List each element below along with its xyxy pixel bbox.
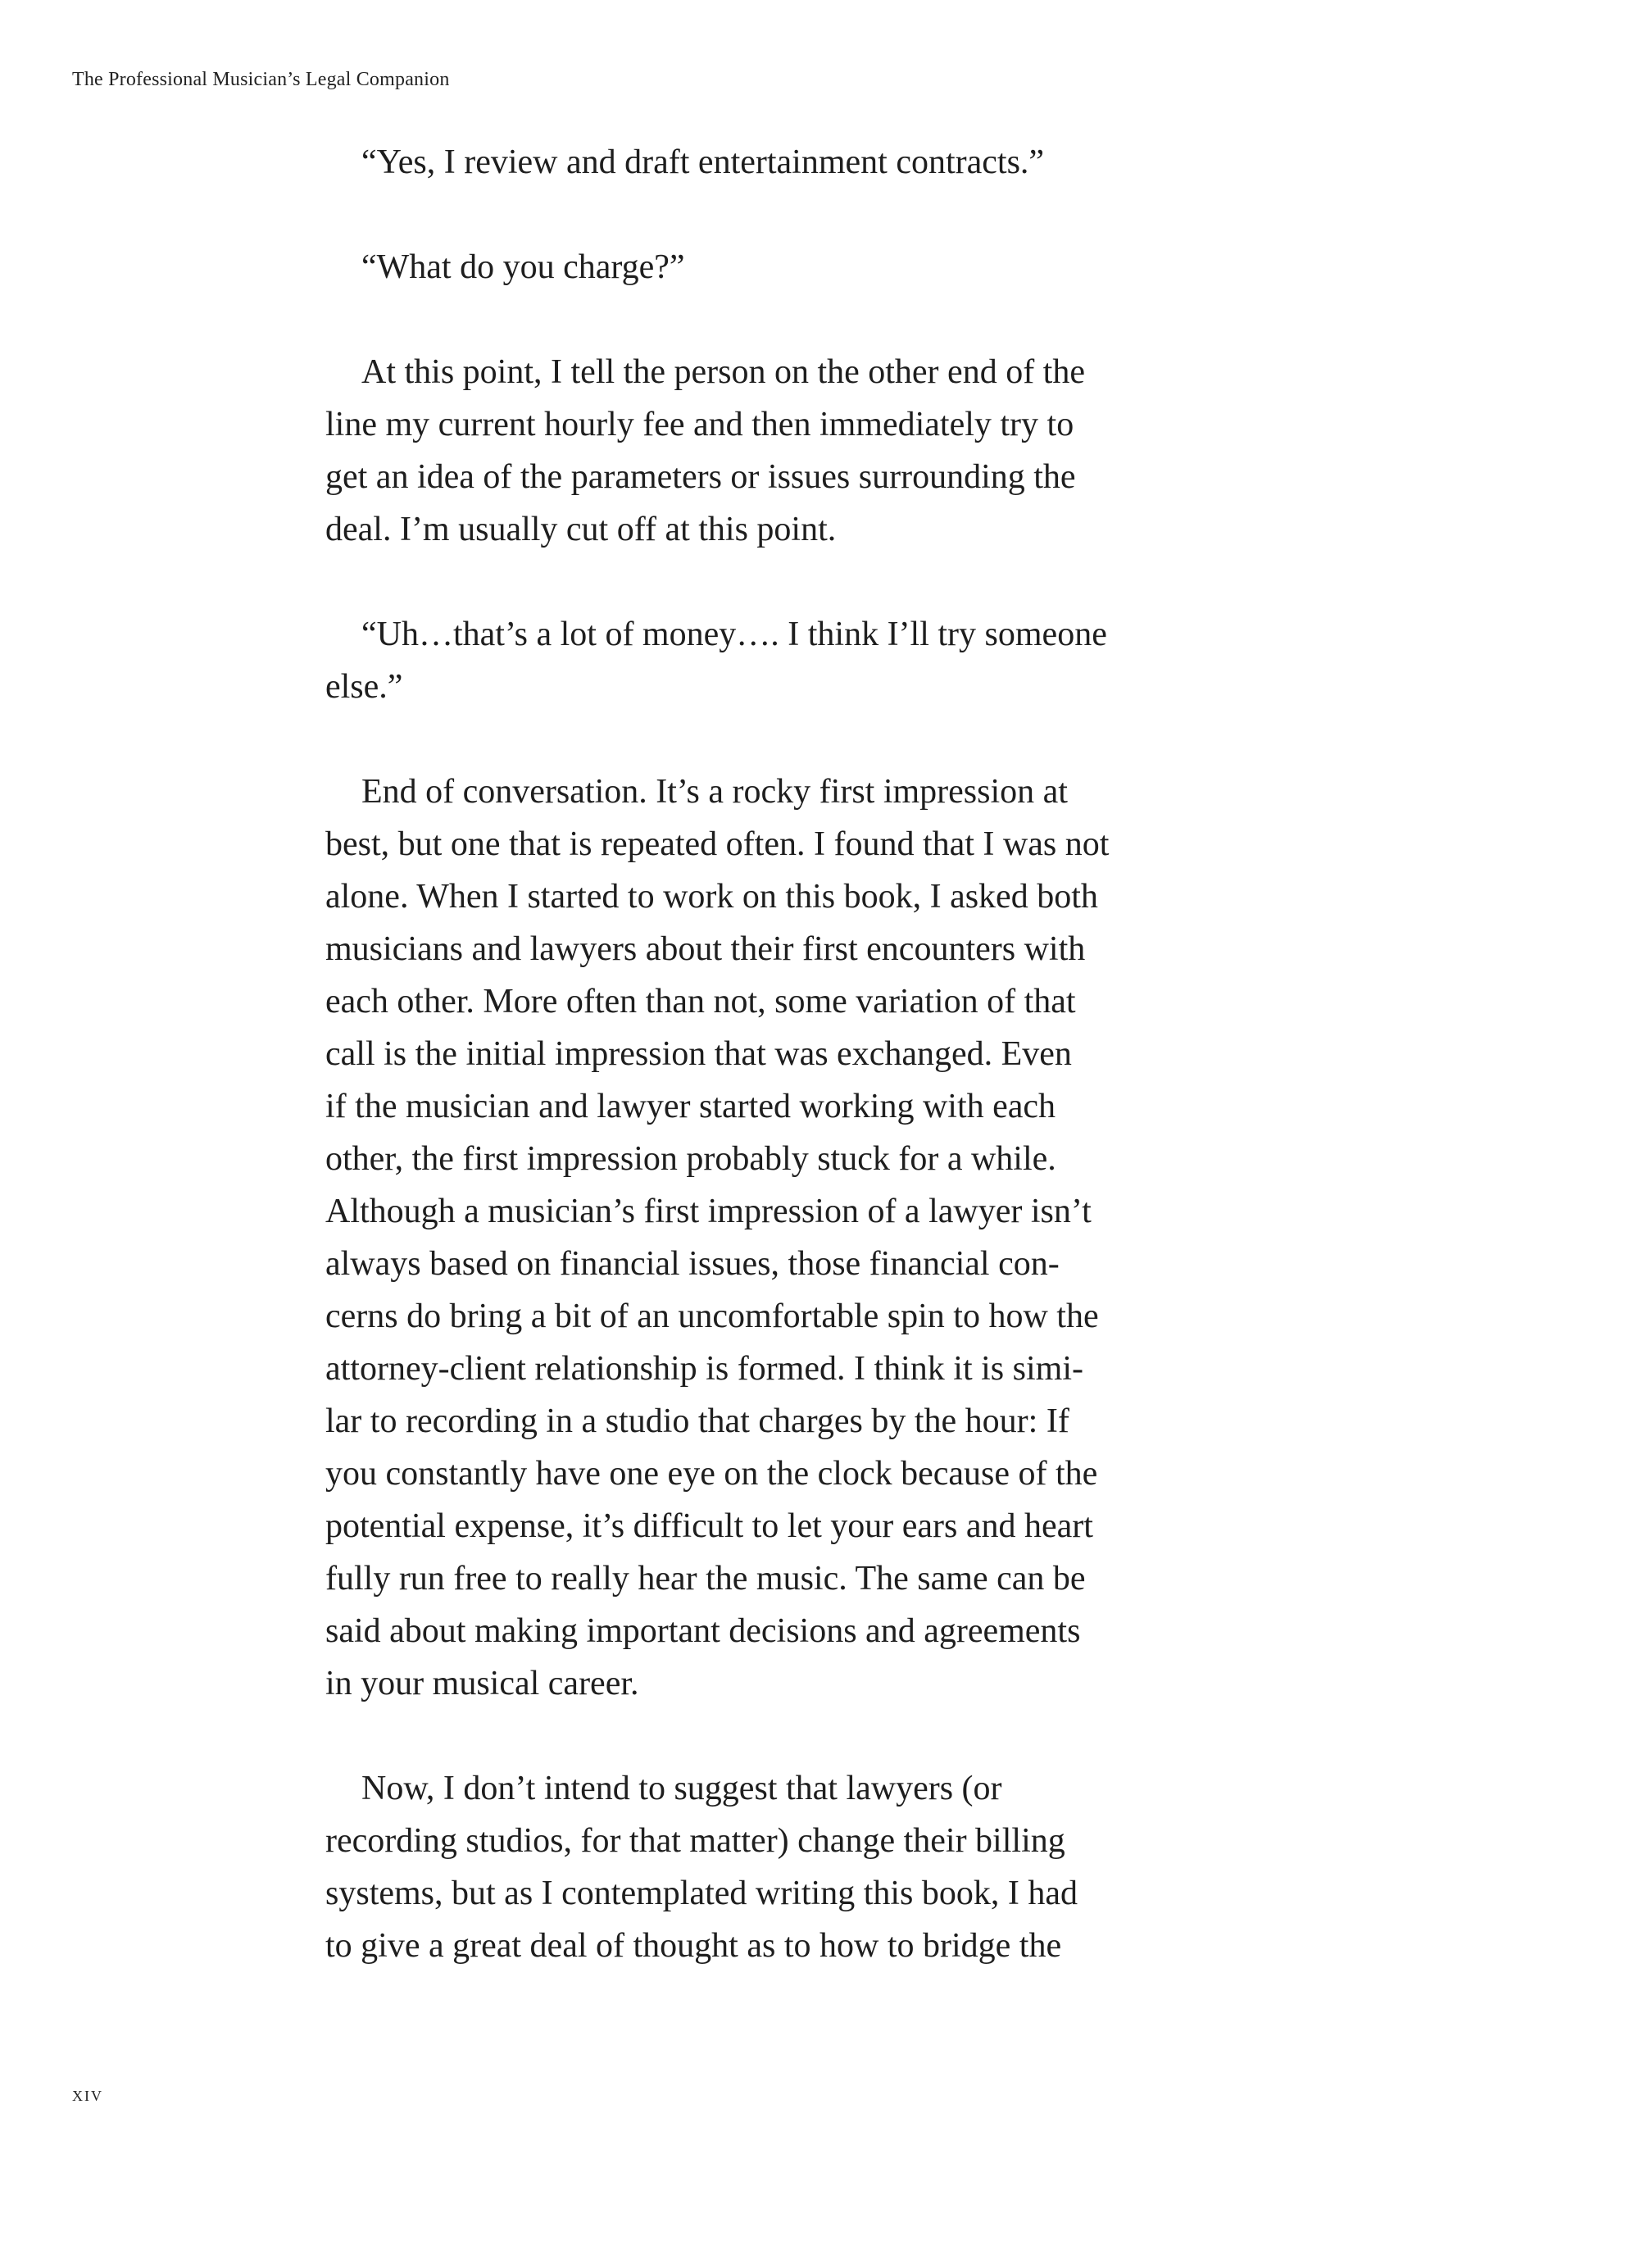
text-line: Now, I don’t intend to suggest that lawyers (or (361, 1770, 1002, 1807)
paragraph (325, 136, 1354, 189)
text-line: line my current hourly fee and then immediately try to (325, 406, 1074, 443)
text-line: in your musical career. (325, 1665, 639, 1702)
body-text (325, 136, 1354, 1972)
text-line: lar to recording in a studio that charges by the hour: If (325, 1402, 1069, 1440)
text-line: “Yes, I review and draft entertainment contracts.” (361, 143, 1045, 181)
text-line: else.” (325, 668, 403, 706)
text-line: deal. I’m usually cut off at this point. (325, 511, 837, 548)
text-line: you constantly have one eye on the clock because of the (325, 1455, 1098, 1493)
text-line: to give a great deal of thought as to how to bridge the (325, 1927, 1062, 1965)
text-line: musicians and lawyers about their first encounters with (325, 930, 1086, 968)
text-line: potential expense, it’s difficult to let your ears and heart (325, 1507, 1093, 1545)
text-line: get an idea of the parameters or issues surrounding the (325, 458, 1076, 496)
text-line: “What do you charge?” (361, 248, 685, 286)
text-line: systems, but as I contemplated writing this book, I had (325, 1875, 1078, 1912)
paragraph (325, 346, 1354, 556)
text-line: if the musician and lawyer started working with each (325, 1088, 1056, 1125)
text-line: other, the first impression probably stuck for a while. (325, 1140, 1056, 1178)
text-line: attorney-client relationship is formed. I think it is simi- (325, 1350, 1083, 1388)
paragraph (325, 766, 1354, 1710)
text-line: At this point, I tell the person on the other end of the (361, 353, 1085, 391)
text-line: each other. More often than not, some variation of that (325, 983, 1076, 1020)
text-line: Although a musician’s first impression of a lawyer isn’t (325, 1193, 1092, 1230)
text-line: said about making important decisions and agreements (325, 1612, 1081, 1650)
text-line: alone. When I started to work on this book, I asked both (325, 878, 1098, 916)
text-line: cerns do bring a bit of an uncomfortable spin to how the (325, 1298, 1099, 1335)
paragraph (325, 608, 1354, 713)
text-line: always based on financial issues, those financial con- (325, 1245, 1060, 1283)
text-line: call is the initial impression that was exchanged. Even (325, 1035, 1072, 1073)
text-line: End of conversation. It’s a rocky first impression at (361, 773, 1068, 811)
text-line: fully run free to really hear the music. The same can be (325, 1560, 1086, 1598)
paragraph (325, 1762, 1354, 1972)
running-header: The Professional Musician’s Legal Companion (72, 69, 450, 90)
text-line: best, but one that is repeated often. I found that I was not (325, 825, 1110, 863)
paragraph (325, 241, 1354, 293)
page-number: xiv (72, 2082, 103, 2106)
text-line: recording studios, for that matter) change their billing (325, 1822, 1065, 1860)
text-line: “Uh…that’s a lot of money…. I think I’ll try someone (361, 616, 1107, 653)
